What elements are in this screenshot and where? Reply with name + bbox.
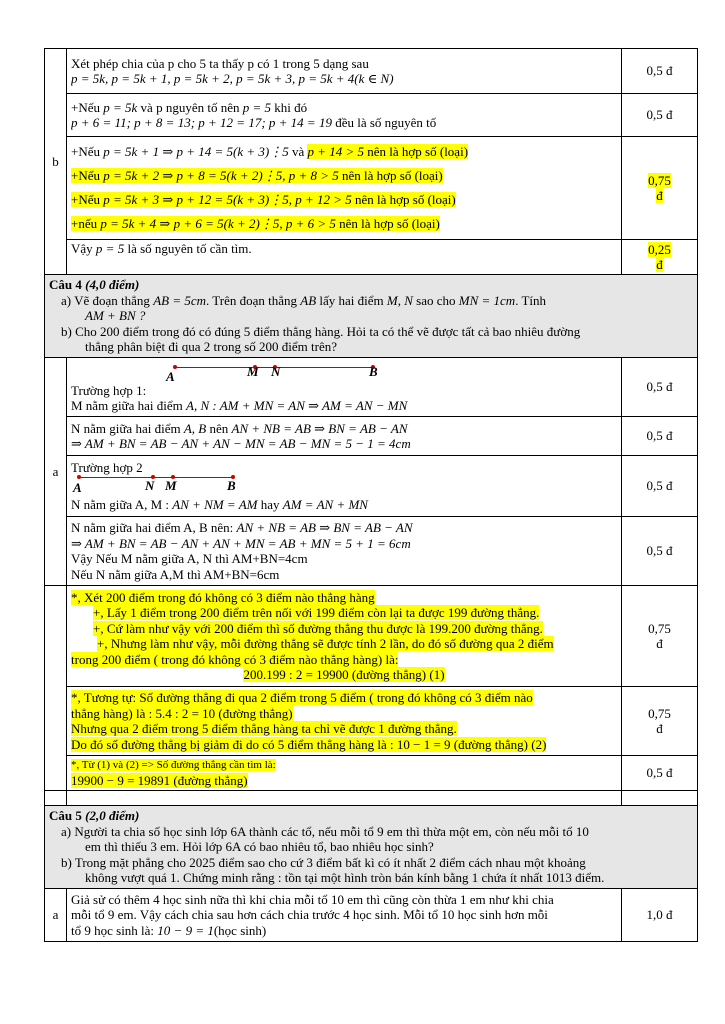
score-cell: 0,5 đ — [622, 358, 698, 417]
solution-cell — [67, 889, 622, 942]
part-label-b-empty — [45, 586, 67, 791]
solution-line: N nằm giữa A, M : AN + NM = AM hay AM = AN + MN — [71, 497, 368, 512]
solution-cell — [67, 49, 622, 94]
segment-ab — [79, 477, 233, 478]
table-row — [45, 49, 698, 94]
solution-line: Do đó số đường thẳng bị giảm đi do có 5 điểm thẳng hàng là : 10 − 1 = 9 (đường thẳng) (2) — [71, 736, 547, 752]
solution-line: N nằm giữa hai điểm A, B nên: AN + NB = AB ⇒ BN = AB − AN — [71, 520, 413, 535]
solution-line: Xét phép chia của p cho 5 ta thấy p có 1 trong 5 dạng sau — [71, 55, 369, 71]
question-5b: b) Trong mặt phẳng cho 2025 điểm sao cho cứ 3 điểm bất kì có ít nhất 2 điểm cách nhau một khoảng — [61, 854, 586, 870]
solution-line: *, Từ (1) và (2) => Số đường thẳng cần tìm là: — [71, 758, 276, 771]
formula-line: ⇒ AM + BN = AB − AN + AN + MN = AB + MN = 5 + 1 = 6cm — [71, 535, 411, 551]
solution-line: p + 6 = 11; p + 8 = 13; p + 12 = 17; p + 14 = 19 đều là số nguyên tố — [71, 115, 437, 130]
question-header-row — [45, 806, 698, 889]
table-row — [45, 586, 698, 687]
label-b: B — [369, 363, 378, 379]
question-5b-cont: không vượt quá 1. Chứng minh rằng : tồn tại một hình tròn bán kính bằng 1 chứa ít nhất 1013 điểm. — [85, 870, 605, 886]
question-4a-cont: AM + BN ? — [85, 308, 146, 324]
score-cell: 0,75 đ — [622, 687, 698, 756]
solution-cell — [67, 687, 622, 756]
score-cell: 1,0 đ — [622, 889, 698, 942]
solution-line: Giả sử có thêm 4 học sinh nữa thì khi chia mỗi tổ 10 em thì cũng còn thừa 1 em như khi chia — [71, 891, 554, 907]
question-4b: b) Cho 200 điểm trong đó có đúng 5 điểm thẳng hàng. Hỏi ta có thể vẽ được tất cả bao nhiêu đường — [61, 323, 581, 339]
solution-line: mỗi tổ 9 em. Vậy cách chia sau hơn cách chia trước 4 học sinh. Mỗi tổ 10 học sinh hơn mỗi — [71, 907, 548, 923]
solution-line: +Nếu p = 5k + 2 ⇒ p + 8 = 5(k + 2)⋮5, p + 8 > 5 nên là hợp số (loại) — [71, 168, 443, 183]
solution-line: +, Lấy 1 điểm trong 200 điểm trên nối với 199 điểm còn lại ta được 199 đường thẳng. — [93, 605, 540, 620]
answer-sheet-table — [44, 48, 698, 942]
part-label-a: a — [45, 358, 67, 586]
solution-line: +Nếu p = 5k + 3 ⇒ p + 12 = 5(k + 3)⋮5, p + 12 > 5 nên là hợp số (loại) — [71, 192, 456, 207]
question-4b-cont: thẳng phân biệt đi qua 2 trong số 200 điểm trên? — [85, 339, 338, 355]
solution-cell — [67, 586, 622, 687]
question-header-row — [45, 275, 698, 358]
solution-line: Vậy Nếu M nằm giữa A, N thì AM+BN=4cm — [71, 551, 308, 566]
solution-cell — [67, 517, 622, 586]
solution-cell — [67, 417, 622, 456]
point-a — [77, 475, 81, 479]
solution-line: +, Cứ làm như vậy với 200 điểm thì số đường thẳng thu được là 199.200 đường thẳng. — [93, 620, 543, 636]
table-row — [45, 240, 698, 275]
part-label-a: a — [45, 889, 67, 942]
score-cell: 0,5 đ — [622, 417, 698, 456]
label-m: M — [165, 478, 177, 493]
formula-line: ⇒ AM + BN = AB − AN + AN − MN = AB − MN = 5 − 1 = 4cm — [71, 436, 411, 451]
solution-cell — [67, 94, 622, 137]
solution-line: *, Tương tự: Số đường thẳng đi qua 2 điểm trong 5 điểm ( trong đó không có 3 điểm nào — [71, 690, 533, 705]
label-m: M — [247, 363, 259, 379]
solution-cell — [67, 137, 622, 240]
score-cell: 0,25 đ — [622, 240, 698, 275]
solution-line: 200.199 : 2 = 19900 (đường thẳng) (1) — [243, 667, 445, 682]
question-title: Câu 4 (4,0 điểm) — [49, 277, 140, 293]
solution-line: +nếu p = 5k + 4 ⇒ p + 6 = 5(k + 2)⋮5, p + 6 > 5 nên là hợp số (loại) — [71, 216, 440, 231]
label-b: B — [227, 478, 236, 493]
score-cell: 0,5 đ — [622, 456, 698, 517]
question-5a: a) Người ta chia số học sinh lớp 6A thành các tổ, nếu mỗi tổ 9 em thì thừa một em, còn nếu mỗi tổ 10 — [61, 823, 589, 839]
solution-line: thẳng hàng) là : 5.4 : 2 = 10 (đường thẳng) — [71, 705, 293, 721]
solution-line: Trường hợp 1: — [71, 382, 147, 398]
question-title: Câu 5 (2,0 điểm) — [49, 808, 140, 824]
formula-line: p = 5k, p = 5k + 1, p = 5k + 2, p = 5k + 3, p = 5k + 4(k ∈ N) — [71, 71, 394, 86]
solution-line: +Nếu p = 5k và p nguyên tố nên p = 5 khi đó — [71, 99, 308, 115]
solution-line: Nếu N nằm giữa A,M thì AM+BN=6cm — [71, 566, 280, 582]
empty-cell — [45, 791, 67, 806]
solution-cell — [67, 240, 622, 275]
solution-cell — [67, 358, 622, 417]
solution-line: trong 200 điểm ( trong đó không có 3 điểm nào thẳng hàng) là: — [71, 651, 399, 667]
table-row — [45, 756, 698, 791]
part-label-b: b — [45, 49, 67, 275]
segment-figure-case-1 — [71, 361, 617, 383]
solution-line: N nằm giữa hai điểm A, B nên AN + NB = AB ⇒ BN = AB − AN — [71, 420, 408, 436]
solution-line: +Nếu p = 5k + 1 ⇒ p + 14 = 5(k + 3)⋮5 và p + 14 > 5 nên là hợp số (loại) — [71, 144, 469, 159]
table-row — [45, 791, 698, 806]
question-4-header — [45, 275, 698, 358]
table-row — [45, 358, 698, 417]
label-n: N — [145, 478, 155, 493]
solution-line: Nhưng qua 2 điểm trong 5 điểm thẳng hàng ta chỉ vẽ được 1 đường thẳng. — [71, 721, 457, 736]
table-row — [45, 687, 698, 756]
solution-line: Trường hợp 2 — [71, 459, 143, 475]
label-a: A — [166, 368, 175, 384]
solution-cell — [67, 456, 622, 517]
table-row — [45, 889, 698, 942]
table-row — [45, 137, 698, 240]
question-4a: a) Vẽ đoạn thẳng AB = 5cm. Trên đoạn thẳng AB lấy hai điểm M, N sao cho MN = 1cm. Tính — [61, 292, 547, 308]
score-cell: 0,5 đ — [622, 49, 698, 94]
solution-line: Vậy p = 5 là số nguyên tố cần tìm. — [71, 241, 252, 256]
solution-line: +, Nhưng làm như vậy, mỗi đường thẳng sẽ được tính 2 lần, do đó số đường qua 2 điểm — [97, 636, 554, 651]
score-cell: 0,5 đ — [622, 94, 698, 137]
solution-line: M nằm giữa hai điểm A, N : AM + MN = AN ⇒ AM = AN − MN — [71, 398, 408, 413]
table-row — [45, 456, 698, 517]
label-a: A — [73, 480, 82, 495]
question-5-header — [45, 806, 698, 889]
segment-figure-case-2 — [71, 475, 617, 497]
score-cell: 0,5 đ — [622, 517, 698, 586]
score-cell: 0,75 đ — [622, 137, 698, 240]
label-n: N — [271, 363, 281, 379]
solution-line: *, Xét 200 điểm trong đó không có 3 điểm nào thẳng hàng — [71, 589, 375, 605]
empty-cell — [622, 791, 698, 806]
score-cell: 0,5 đ — [622, 756, 698, 791]
table-row — [45, 517, 698, 586]
empty-cell — [67, 791, 622, 806]
solution-line: tổ 9 học sinh là: 10 − 9 = 1(học sinh) — [71, 922, 267, 938]
solution-line: 19900 − 9 = 19891 (đường thẳng) — [71, 773, 248, 788]
score-cell: 0,75 đ — [622, 586, 698, 687]
question-5a-cont: em thì thiếu 3 em. Hỏi lớp 6A có bao nhiêu tổ, bao nhiêu học sinh? — [85, 839, 434, 855]
solution-cell — [67, 756, 622, 791]
table-row — [45, 417, 698, 456]
table-row — [45, 94, 698, 137]
